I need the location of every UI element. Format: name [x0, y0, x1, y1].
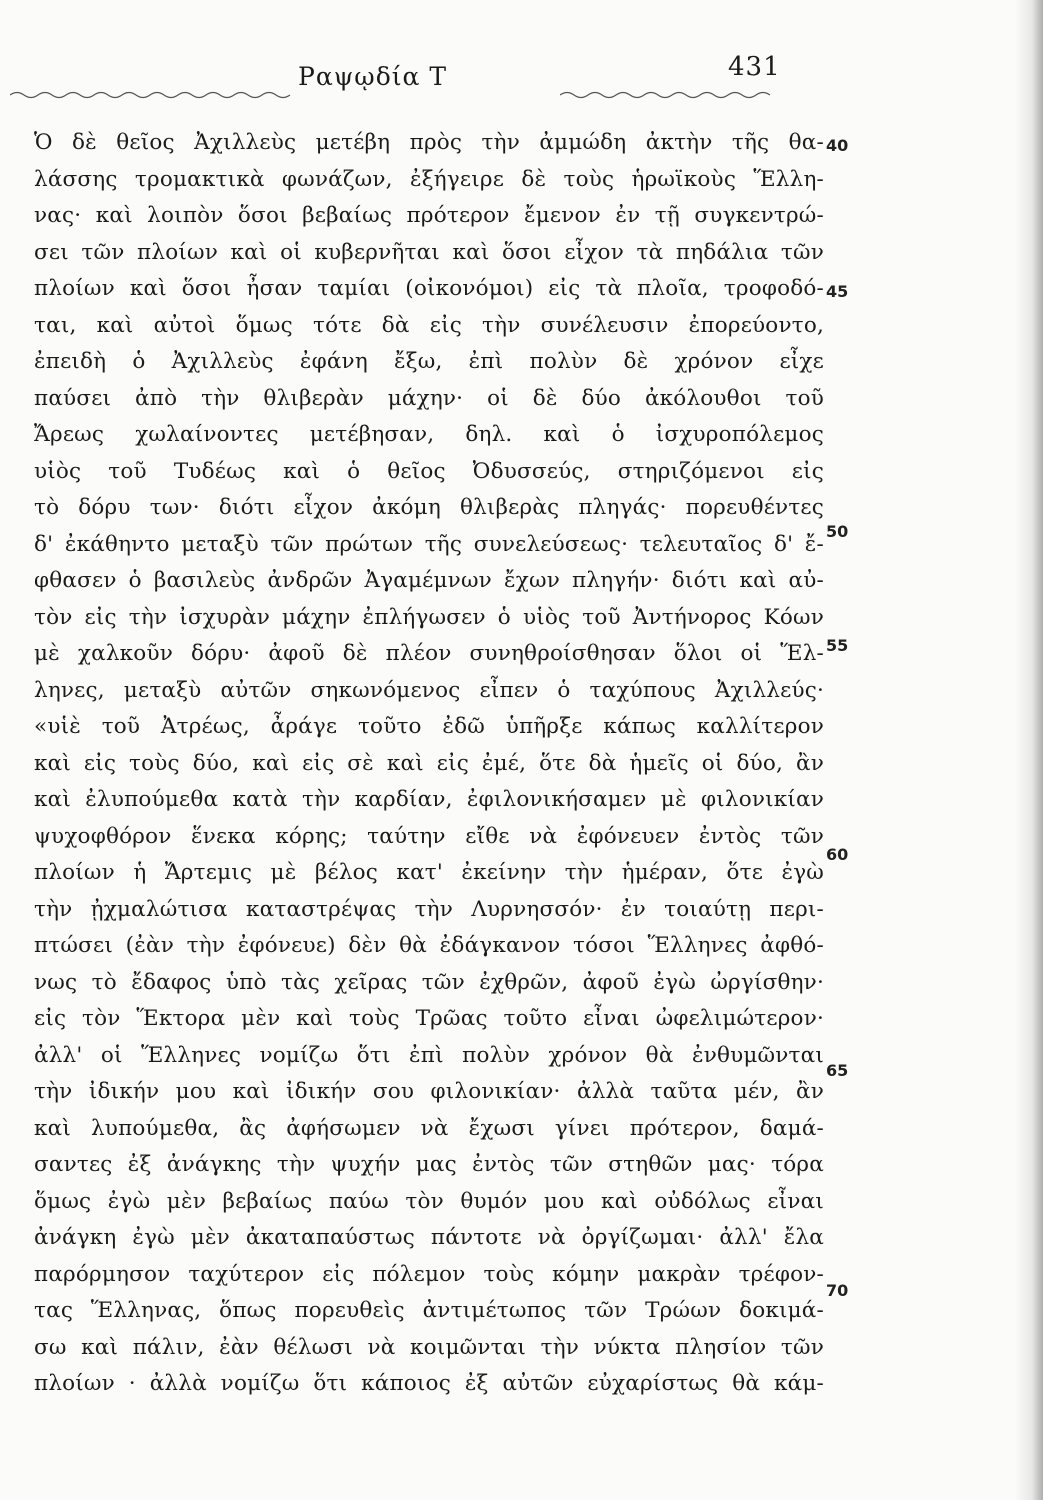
text-line: τὴν ᾐχμαλώτισα καταστρέψας τὴν Λυρνησσόν· ἐν τοιαύτῃ περι- [34, 897, 824, 922]
page-number: 431 [728, 52, 781, 82]
text-line: τὸν εἰς τὴν ἰσχυρὰν μάχην ἐπλήγωσεν ὁ υἱὸς τοῦ Ἀντήνορος Κόων [34, 605, 824, 630]
text-line: φθασεν ὁ βασιλεὺς ἀνδρῶν Ἀγαμέμνων ἔχων πληγήν· διότι καὶ αὐ- [34, 568, 824, 593]
line-number: 70 [826, 1281, 849, 1300]
text-line: υἱὸς τοῦ Τυδέως καὶ ὁ θεῖος Ὀδυσσεύς, στηριζόμενοι εἰς [34, 459, 824, 484]
line-number: 60 [826, 845, 849, 864]
text-line: παρόρμησον ταχύτερον εἰς πόλεμον τοὺς κόμην μακρὰν τρέφον- [34, 1262, 824, 1287]
text-line: ψυχοφθόρον ἕνεκα κόρης; ταύτην εἴθε νὰ ἐφόνευεν ἐντὸς τῶν [34, 824, 824, 849]
text-line: τὸ δόρυ των· διότι εἶχον ἀκόμη θλιβερὰς πληγάς· πορευθέντες [34, 495, 824, 520]
text-line: τὴν ἰδικήν μου καὶ ἰδικήν σου φιλονικίαν· ἀλλὰ ταῦτα μέν, ἂν [34, 1079, 824, 1104]
line-number: 55 [826, 636, 849, 655]
line-number: 50 [826, 522, 849, 541]
text-line: πτώσει (ἐὰν τὴν ἐφόνευε) δὲν θὰ ἐδάγκανον τόσοι Ἕλληνες ἀφθό- [34, 933, 824, 958]
text-line: ἀλλ' οἱ Ἕλληνες νομίζω ὅτι ἐπὶ πολὺν χρόνον θὰ ἐνθυμῶνται [34, 1043, 824, 1068]
text-line: ται, καὶ αὐτοὶ ὅμως τότε δὰ εἰς τὴν συνέλευσιν ἐπορεύοντο, [34, 313, 824, 338]
text-line: πλοίων ἡ Ἄρτεμις μὲ βέλος κατ' ἐκείνην τὴν ἡμέραν, ὅτε ἐγὼ [34, 860, 824, 885]
text-line: μὲ χαλκοῦν δόρυ· ἀφοῦ δὲ πλέον συνηθροίσθησαν ὅλοι οἱ Ἕλ- [34, 641, 824, 666]
text-line: Ὁ δὲ θεῖος Ἀχιλλεὺς μετέβη πρὸς τὴν ἀμμώδη ἀκτὴν τῆς θα- [34, 130, 824, 155]
line-number: 40 [826, 136, 849, 155]
text-line: καὶ λυπούμεθα, ἂς ἀφήσωμεν νὰ ἔχωσι γίνει πρότερον, δαμά- [34, 1116, 824, 1141]
text-line: ὅμως ἐγὼ μὲν βεβαίως παύω τὸν θυμόν μου καὶ οὐδόλως εἶναι [34, 1189, 824, 1214]
text-line: Ἄρεως χωλαίνοντες μετέβησαν, δηλ. καὶ ὁ ἰσχυροπόλεμος [34, 422, 824, 447]
text-line: σω καὶ πάλιν, ἐὰν θέλωσι νὰ κοιμῶνται τὴν νύκτα πλησίον τῶν [34, 1335, 824, 1360]
text-line: δ' ἐκάθηντο μεταξὺ τῶν πρώτων τῆς συνελεύσεως· τελευταῖος δ' ἔ- [34, 532, 824, 557]
line-number: 65 [826, 1061, 849, 1080]
text-line: ἀνάγκη ἐγὼ μὲν ἀκαταπαύστως πάντοτε νὰ ὀργίζωμαι· ἀλλ' ἔλα [34, 1225, 824, 1250]
running-head-title: Ραψῳδία Τ [298, 62, 448, 91]
text-line: καὶ εἰς τοὺς δύο, καὶ εἰς σὲ καὶ εἰς ἐμέ, ὅτε δὰ ἡμεῖς οἱ δύο, ἂν [34, 751, 824, 776]
line-number: 45 [826, 282, 849, 301]
text-line: σει τῶν πλοίων καὶ οἱ κυβερνῆται καὶ ὅσοι εἶχον τὰ πηδάλια τῶν [34, 240, 824, 265]
text-line: καὶ ἐλυπούμεθα κατὰ τὴν καρδίαν, ἐφιλονικήσαμεν μὲ φιλονικίαν [34, 787, 824, 812]
text-line: ληνες, μεταξὺ αὐτῶν σηκωνόμενος εἶπεν ὁ ταχύπους Ἀχιλλεύς· [34, 678, 824, 703]
text-line: ἐπειδὴ ὁ Ἀχιλλεὺς ἐφάνη ἔξω, ἐπὶ πολὺν δὲ χρόνον εἶχε [34, 349, 824, 374]
text-line: σαντες ἐξ ἀνάγκης τὴν ψυχήν μας ἐντὸς τῶν στηθῶν μας· τόρα [34, 1152, 824, 1177]
text-line: τας Ἕλληνας, ὅπως πορευθεὶς ἀντιμέτωπος τῶν Τρώων δοκιμά- [34, 1298, 824, 1323]
text-line: παύσει ἀπὸ τὴν θλιβερὰν μάχην· οἱ δὲ δύο ἀκόλουθοι τοῦ [34, 386, 824, 411]
text-line: νας· καὶ λοιπὸν ὅσοι βεβαίως πρότερον ἔμενον ἐν τῇ συγκεντρώ- [34, 203, 824, 228]
text-line: πλοίων · ἀλλὰ νομίζω ὅτι κάποιος ἐξ αὐτῶν εὐχαρίστως θὰ κάμ- [34, 1371, 824, 1396]
text-line: νως τὸ ἔδαφος ὑπὸ τὰς χεῖρας τῶν ἐχθρῶν, ἀφοῦ ἐγὼ ὠργίσθην· [34, 970, 824, 995]
text-line: πλοίων καὶ ὅσοι ἦσαν ταμίαι (οἰκονόμοι) εἰς τὰ πλοῖα, τροφοδό- [34, 276, 824, 301]
text-line: λάσσης τρομακτικὰ φωνάζων, ἐξήγειρε δὲ τοὺς ἡρωϊκοὺς Ἕλλη- [34, 167, 824, 192]
text-line: εἰς τὸν Ἕκτορα μὲν καὶ τοὺς Τρῶας τοῦτο εἶναι ὠφελιμώτερον· [34, 1006, 824, 1031]
text-line: «υἱὲ τοῦ Ἀτρέως, ἆράγε τοῦτο ἐδῶ ὑπῆρξε κάπως καλλίτερον [34, 714, 824, 739]
